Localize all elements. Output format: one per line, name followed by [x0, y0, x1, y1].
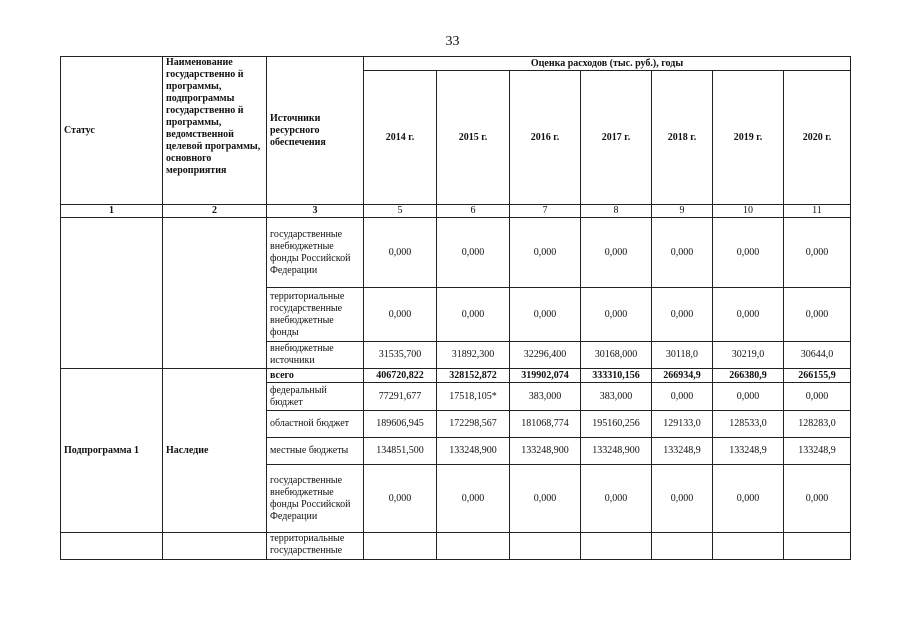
status-cell-empty — [61, 218, 163, 369]
value-cell: 0,000 — [784, 465, 851, 533]
value-cell: 0,000 — [364, 218, 437, 288]
subprogram-status: Подпрограмма 1 — [61, 369, 163, 533]
column-number: 1 — [61, 205, 163, 218]
value-cell: 0,000 — [437, 218, 510, 288]
value-cell: 189606,945 — [364, 411, 437, 438]
value-cell: 32296,400 — [510, 342, 581, 369]
value-cell: 266155,9 — [784, 369, 851, 383]
value-cell: 31892,300 — [437, 342, 510, 369]
value-cell: 0,000 — [437, 288, 510, 342]
value-cell: 383,000 — [581, 383, 652, 411]
source-label: территориальные государственные — [267, 533, 364, 560]
value-cell: 134851,500 — [364, 438, 437, 465]
value-cell: 129133,0 — [652, 411, 713, 438]
value-cell: 133248,900 — [581, 438, 652, 465]
value-cell: 0,000 — [713, 383, 784, 411]
value-cell: 30118,0 — [652, 342, 713, 369]
column-number: 6 — [437, 205, 510, 218]
value-cell: 128533,0 — [713, 411, 784, 438]
header-year: 2019 г. — [713, 71, 784, 205]
value-cell: 319902,074 — [510, 369, 581, 383]
value-cell: 266934,9 — [652, 369, 713, 383]
value-cell: 77291,677 — [364, 383, 437, 411]
source-label: местные бюджеты — [267, 438, 364, 465]
source-label: всего — [267, 369, 364, 383]
value-cell: 0,000 — [510, 465, 581, 533]
value-cell: 0,000 — [784, 218, 851, 288]
value-cell — [784, 533, 851, 560]
value-cell: 406720,822 — [364, 369, 437, 383]
value-cell: 0,000 — [510, 218, 581, 288]
header-year: 2017 г. — [581, 71, 652, 205]
name-cell-empty — [163, 218, 267, 369]
header-program-name: Наименование государственно й программы, подпрограммы государственно й программы, ведомственной целевой программы, основного мероприятия — [163, 57, 267, 205]
value-cell — [652, 533, 713, 560]
column-number: 2 — [163, 205, 267, 218]
value-cell — [581, 533, 652, 560]
value-cell: 0,000 — [652, 465, 713, 533]
value-cell: 333310,156 — [581, 369, 652, 383]
value-cell: 133248,900 — [510, 438, 581, 465]
header-year: 2016 г. — [510, 71, 581, 205]
value-cell: 30644,0 — [784, 342, 851, 369]
value-cell: 0,000 — [581, 288, 652, 342]
header-year: 2020 г. — [784, 71, 851, 205]
value-cell: 128283,0 — [784, 411, 851, 438]
subprogram-name: Наследие — [163, 369, 267, 533]
value-cell: 328152,872 — [437, 369, 510, 383]
value-cell: 0,000 — [437, 465, 510, 533]
value-cell: 0,000 — [713, 218, 784, 288]
source-label: государственные внебюджетные фонды Российской Федерации — [267, 465, 364, 533]
column-number: 7 — [510, 205, 581, 218]
value-cell: 133248,9 — [652, 438, 713, 465]
column-number: 3 — [267, 205, 364, 218]
value-cell: 133248,9 — [784, 438, 851, 465]
page-number: 33 — [445, 34, 460, 49]
value-cell: 0,000 — [581, 218, 652, 288]
header-year: 2018 г. — [652, 71, 713, 205]
source-label: внебюджетные источники — [267, 342, 364, 369]
value-cell: 0,000 — [581, 465, 652, 533]
value-cell: 0,000 — [652, 383, 713, 411]
budget-table — [60, 56, 851, 560]
value-cell: 195160,256 — [581, 411, 652, 438]
source-label: областной бюджет — [267, 411, 364, 438]
value-cell: 172298,567 — [437, 411, 510, 438]
value-cell: 133248,900 — [437, 438, 510, 465]
value-cell: 0,000 — [713, 288, 784, 342]
value-cell: 0,000 — [364, 288, 437, 342]
name-cell-empty — [163, 533, 267, 560]
value-cell: 30219,0 — [713, 342, 784, 369]
value-cell — [510, 533, 581, 560]
header-year: 2014 г. — [364, 71, 437, 205]
status-cell-empty — [61, 533, 163, 560]
value-cell: 0,000 — [784, 288, 851, 342]
value-cell: 0,000 — [510, 288, 581, 342]
column-number: 9 — [652, 205, 713, 218]
header-year: 2015 г. — [437, 71, 510, 205]
value-cell: 133248,9 — [713, 438, 784, 465]
column-number: 8 — [581, 205, 652, 218]
value-cell: 0,000 — [652, 218, 713, 288]
source-label: государственные внебюджетные фонды Российской Федерации — [267, 218, 364, 288]
source-label: федеральный бюджет — [267, 383, 364, 411]
value-cell: 181068,774 — [510, 411, 581, 438]
source-label: территориальные государственные внебюджетные фонды — [267, 288, 364, 342]
column-number: 10 — [713, 205, 784, 218]
value-cell: 30168,000 — [581, 342, 652, 369]
value-cell: 0,000 — [713, 465, 784, 533]
header-costs: Оценка расходов (тыс. руб.), годы — [364, 57, 851, 71]
column-number: 5 — [364, 205, 437, 218]
header-status: Статус — [61, 57, 163, 205]
value-cell: 31535,700 — [364, 342, 437, 369]
value-cell: 0,000 — [784, 383, 851, 411]
value-cell: 0,000 — [364, 465, 437, 533]
value-cell — [713, 533, 784, 560]
value-cell: 383,000 — [510, 383, 581, 411]
value-cell: 17518,105* — [437, 383, 510, 411]
header-sources: Источники ресурсного обеспечения — [267, 57, 364, 205]
column-number: 11 — [784, 205, 851, 218]
value-cell — [437, 533, 510, 560]
value-cell: 266380,9 — [713, 369, 784, 383]
value-cell — [364, 533, 437, 560]
value-cell: 0,000 — [652, 288, 713, 342]
